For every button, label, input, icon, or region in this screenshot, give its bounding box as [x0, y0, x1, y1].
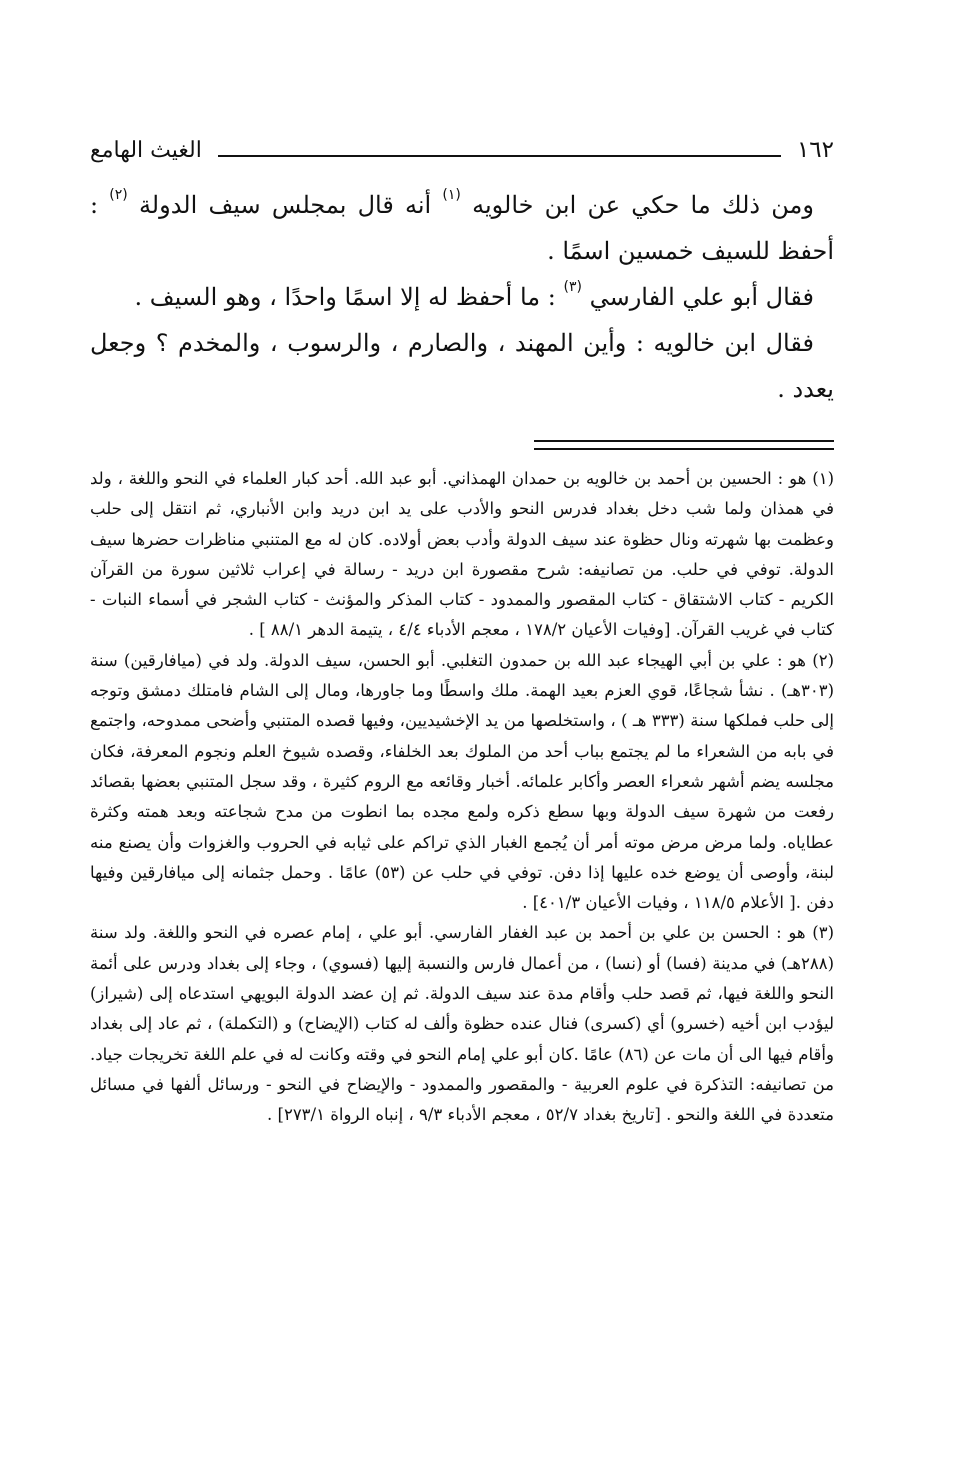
main-text-span: فقال ابن خالويه : وأين المهند ، والصارم ، والرسوب ، والمخدم ؟ وجعل يعدد . [90, 329, 834, 403]
main-text-span: فقال أبو علي الفارسي [589, 283, 814, 311]
main-text-span: أنه قال بمجلس سيف الدولة [138, 191, 432, 219]
footnote-separator [534, 440, 834, 450]
main-paragraph-2 [90, 274, 834, 320]
footnote-ref-2: (٢) [109, 187, 128, 203]
footnote-1: (١) هو : الحسين بن أحمد بن خالويه بن حمدان الهمذاني. أبو عبد الله. أحد كبار العلماء في النحو واللغة ، ولد في همذان ولما شب دخل بغداد فدرس النحو والأدب على يد ابن دريد وابن الأنباري، ثم انتقل إلى حلب وعظمت بها شهرته ونال حظوة عند سيف الدولة وأدب بعض أولاده. كان له مع المتنبي مناظرات حضرها سيف الدولة. توفي في حلب. من تصانيفه: شرح مقصورة ابن دريد - رسالة في إعراب ثلاثين سورة من القرآن الكريم - كتاب الاشتقاق - كتاب المقصور والممدود - كتاب المذكر والمؤنث - كتاب الشجر في أسماء النبات - كتاب في غريب القرآن. [وفيات الأعيان ١٧٨/٢ ، معجم الأدباء ٤/٤ ، يتيمة الدهر ٨٨/١ ] . [90, 469, 834, 640]
footnote-ref-3: (٣) [563, 279, 582, 295]
header-rule [218, 155, 781, 157]
footnotes [90, 464, 834, 1131]
main-text-span: ومن ذلك ما حكي عن ابن خالويه [472, 191, 814, 219]
main-text [90, 182, 834, 412]
main-text-span: : ما أحفظ له إلا اسمًا واحدًا ، وهو السيف . [134, 283, 556, 311]
main-paragraph-1 [90, 182, 834, 274]
main-paragraph-3 [90, 320, 834, 412]
footnote-3: (٣) هو : الحسن بن علي بن أحمد بن عبد الغفار الفارسي. أبو علي ، إمام عصره في النحو واللغة. ولد سنة (٢٨٨هـ) في مدينة (فسا) أو (نسا) ، من أعمال فارس والنسبة إليها (فسوي) ، وجاء إلى بغداد ودرس على أئمة النحو واللغة فيها، ثم قصد حلب وأقام مدة عند سيف الدولة. ثم إن عضد الدولة البويهي استدعاه إلى (شيراز) ليؤدب ابن أخيه (خسرو) أي (كسرى) فنال عنده حظوة وألف له كتاب (الإيضاح) و (التكملة) ، ثم عاد إلى بغداد وأقام فيها الى أن مات عن (٨٦) عامًا .كان أبو علي إمام النحو في وقته وكانت له في علم اللغة تخريجات جياد. من تصانيفه: التذكرة في علوم العربية - والمقصور والممدود - والإيضاح في النحو - ورسائل ألفها في مسائل متعددة في اللغة والنحو . [تاريخ بغداد ٥٢/٧ ، معجم الأدباء ٩/٣ ، إنباه الرواة ٢٧٣/١] . [90, 923, 834, 1125]
running-head [90, 128, 834, 172]
footnote-2: (٢) هو : علي بن أبي الهيجاء عبد الله بن حمدون التغلبي. أبو الحسن، سيف الدولة. ولد في (ميافارقين) سنة (٣٠٣هـ) . نشأ شجاعًا، قوي العزم بعيد الهمة. ملك واسطًا وما جاورها، ومال إلى الشام فامتلك دمشق وتوجه إلى حلب فملكها سنة (٣٣٣ هـ ) ، واستخلصها من يد الإخشيديين، وفيها قصده المتنبي وأضحى ممدوحه، واجتمع في بابه من الشعراء ما لم يجتمع بباب أحد من الملوك بعد الخلفاء، وقصده شيوخ العلم ونجوم المعرفة، فكان مجلسه يضم أشهر شعراء العصر وأكابر علمائه. أخبار وقائعه مع الروم كثيرة ، وقد سجل المتنبي بعضها بقصائد رفعت من شهرة سيف الدولة وبها سطع ذكره ولمع مجده بما انطوت من مدح شجاعته وبعد همته وكثرة عطاياه. ولما مرض مرض موته أمر أن يُجمع الغبار الذي تراكم على ثيابه في الحروب والغزوات وأن يصنع منه لبنة، وأوصى أن يوضع خده عليها إذا دفن. توفي في حلب عن (٥٣) عامًا . وحمل جثمانه إلى ميافارقين وفيها دفن .[ الأعلام ١١٨/٥ ، وفيات الأعيان ٤٠١/٣] . [90, 650, 834, 913]
running-title: الغيث الهامع [90, 137, 202, 163]
main-text-span: : أحفظ للسيف خمسين اسمًا . [90, 191, 834, 265]
footnote-ref-1: (١) [442, 187, 461, 203]
page-number: ١٦٢ [796, 137, 834, 163]
book-page [90, 128, 834, 1131]
